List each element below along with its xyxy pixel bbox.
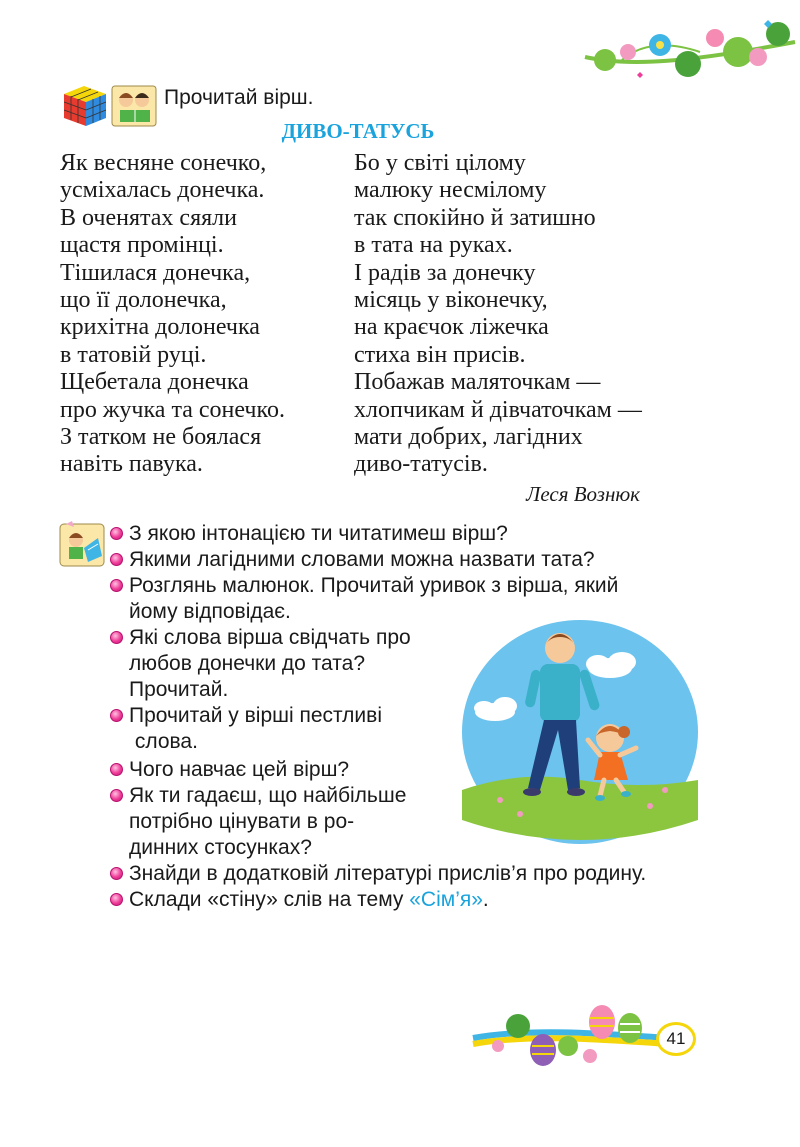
question-item	[129, 757, 349, 783]
poem-right-column	[354, 150, 642, 479]
bullet-icon	[110, 709, 123, 722]
poem-line: хлопчикам й дівчаточкам —	[354, 396, 642, 423]
poem-line: мати добрих, лагідних	[354, 424, 583, 451]
instruction-text: Прочитай вірш.	[164, 86, 314, 109]
question-text: Якими лагідними словами можна назвати тата?	[129, 548, 595, 571]
poem-line: усміхалась донечка.	[60, 177, 265, 204]
question-text: потрібно цінувати в ро-	[129, 810, 355, 833]
question-text: йому відповідає.	[129, 600, 291, 623]
bullet-icon	[110, 553, 123, 566]
poem-line: Побажав маляточкам —	[354, 369, 601, 396]
question-text: Склади «стіну» слів на тему	[129, 888, 410, 911]
poem-line: що її долонечка,	[60, 287, 227, 314]
question-text: слова.	[129, 730, 198, 753]
poem-line: В оченятах сяяли	[60, 204, 237, 231]
poem-line: місяць у віконечку,	[354, 287, 548, 314]
question-text: З якою інтонацією ти читатимеш вірш?	[129, 522, 508, 545]
question-item	[129, 887, 489, 913]
easter-egg-icon	[530, 1034, 556, 1066]
question-item	[129, 547, 595, 573]
poem-line: Як весняне сонечко,	[60, 150, 267, 176]
father-daughter-illustration	[460, 620, 700, 850]
question-item	[129, 573, 618, 625]
question-text: Розглянь малюнок. Прочитай уривок з вірша, який	[129, 574, 619, 597]
poem-line: щастя промінці.	[60, 232, 224, 259]
question-text: динних стосунках?	[129, 836, 312, 859]
poem-line: так спокійно й затишно	[354, 204, 596, 231]
question-kids-icon	[58, 520, 108, 568]
easter-egg-icon	[618, 1013, 642, 1043]
easter-egg-icon	[589, 1005, 615, 1039]
question-item	[129, 783, 406, 861]
poem-line: про жучка та сонечко.	[60, 396, 285, 423]
poem-left-column	[60, 150, 285, 479]
topic-link: «Сім’я»	[409, 888, 483, 911]
floral-branch-decoration	[580, 12, 800, 87]
poem-title: ДИВО-ТАТУСЬ	[281, 119, 435, 143]
question-text: Які слова вірша свідчать про	[129, 626, 411, 649]
question-item	[129, 703, 382, 755]
poem-line: в татовій руці.	[60, 341, 207, 368]
bullet-icon	[110, 527, 123, 540]
poem-author: Леся Вознюк	[526, 482, 640, 506]
poem-line: Щебетала донечка	[60, 369, 249, 396]
poem-line: навіть павука.	[60, 451, 203, 478]
page-number: 41	[656, 1022, 696, 1056]
bullet-icon	[110, 763, 123, 776]
poem-line: Бо у світі цілому	[354, 150, 526, 176]
bullet-icon	[110, 789, 123, 802]
bullet-icon	[110, 631, 123, 644]
question-text: .	[482, 888, 489, 911]
question-item	[129, 521, 508, 547]
bullet-icon	[110, 579, 123, 592]
poem-line: стиха він присів.	[354, 341, 526, 368]
poem-line: в тата на руках.	[354, 232, 513, 259]
question-item	[129, 625, 411, 703]
question-text: Прочитай.	[129, 678, 229, 701]
question-item	[129, 861, 646, 887]
bullet-icon	[110, 893, 123, 906]
poem-line: Тішилася донечка,	[60, 259, 251, 286]
poem-line: крихітна долонечка	[60, 314, 260, 341]
poem-line: малюку несмілому	[354, 177, 547, 204]
bullet-icon	[110, 867, 123, 880]
poem-line: диво-татусів.	[354, 451, 488, 478]
poem-line: на краєчок ліжечка	[354, 314, 549, 341]
poem-line: З татком не боялася	[60, 424, 262, 451]
question-text: Прочитай у вірші пестливі	[129, 704, 382, 727]
question-text: любов донечки до тата?	[129, 652, 366, 675]
question-text: Знайди в додатковій літературі прислів’я про родину.	[129, 862, 647, 885]
poem-line: І радів за донечку	[354, 259, 536, 286]
question-text: Як ти гадаєш, що найбільше	[129, 784, 407, 807]
question-text: Чого навчає цей вірш?	[129, 758, 350, 781]
